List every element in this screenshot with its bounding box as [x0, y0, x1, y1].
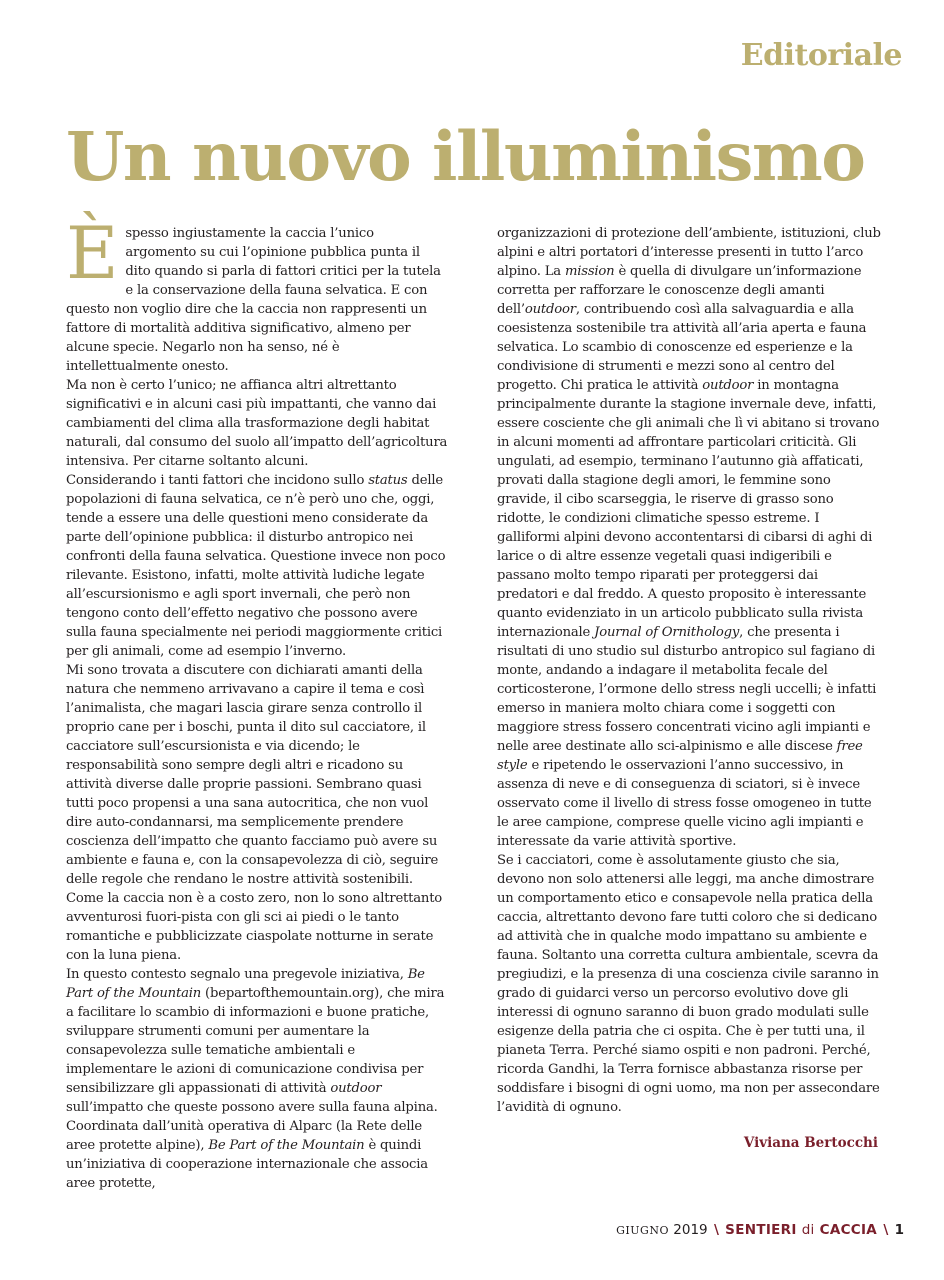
paragraph-text: , contribuendo così alla salvaguardia e alla coesistenza sostenibile tra attività all’aria aperta e fauna selvatica. Lo scambio di conoscenze ed esperienze e la condivisione di strumenti e mezzi sono al centro del progetto. Chi pratica le attività [497, 302, 867, 393]
paragraph-text: , che presenta i risultati di uno studio sul disturbo antropico sul fagiano di monte, andando a indagare il metabolita fecale del corticosterone, l’ormone dello stress negli uccelli; è infatti emerso in maniera molto chiara come i soggetti con maggiore stress fossero concentrati vicino agli impianti e nelle aree destinate allo sci-alpinismo e alle discese [497, 625, 877, 754]
italic-term: Journal of Ornithology [594, 625, 740, 640]
footer-separator: \ [713, 1222, 719, 1238]
italic-term: mission [564, 264, 615, 279]
article-paragraph [497, 851, 881, 1117]
article-paragraph [66, 376, 448, 471]
paragraph-text: (bepartofthemountain.org), che mira a facilitare lo scambio di informazioni e buone pratiche, sviluppare strumenti comuni per aumentare la consapevolezza sulle tematiche ambientali e implementare le azioni di comunicazione condivisa per sensibilizzare gli appassionati di attività [66, 986, 445, 1096]
magazine-name-part: SENTIERI [725, 1222, 797, 1238]
paragraph-text: Considerando i tanti fattori che incidono sullo [66, 473, 369, 488]
drop-cap: È [66, 211, 119, 295]
article-paragraph [497, 224, 881, 851]
paragraph-text: In questo contesto segnalo una pregevole iniziativa, [66, 967, 408, 982]
paragraph-text: è quella di divulgare un’informazione corretta per rafforzare le conoscenze degli amanti dell’ [497, 264, 862, 317]
footer-separator: \ [883, 1222, 889, 1238]
italic-term: Be Part of the Mountain [208, 1138, 365, 1153]
page-number: 1 [894, 1222, 904, 1238]
magazine-name [725, 1222, 877, 1238]
paragraph-text: Come la caccia non è a costo zero, non lo sono altrettanto avventurosi fuori-pista con gli sci ai piedi o le tanto romantiche e pubblicizzate ciaspolate notturne in serate con la luna piena. [66, 891, 443, 963]
issue-year: 2019 [673, 1222, 708, 1238]
paragraph-text: spesso ingiustamente la caccia l’unico argomento su cui l’opinione pubblica punta il dito quando si parla di fattori critici per la tutela e la conservazione della fauna selvatica. E con questo non voglio dire che la caccia non rappresenti un fattore di mortalità additiva significativo, almeno per alcune specie. Negarlo non ha senso, né è intellettualmente onesto. [66, 226, 441, 374]
article-paragraph [66, 889, 448, 965]
paragraph-text: e ripetendo le osservazioni l’anno successivo, in assenza di neve e di conseguenza di sciatori, si è invece osservato come il livello di stress fosse omogeneo in tutte le aree campione, comprese quelle vicino agli impianti e interessate da varie attività sportive. [497, 758, 872, 849]
article-paragraph [66, 965, 448, 1193]
paragraph-text: è quindi un’iniziativa di cooperazione internazionale che associa aree protette, [66, 1138, 428, 1191]
paragraph-text: in montagna principalmente durante la stagione invernale deve, infatti, essere cosciente che gli animali che lì vi abitano si trovano in alcuni momenti ad affrontare particolari criticità. Gli ungulati, ad esempio, terminano l’autunno già affaticati, provati dalla stagione degli amori, le femmine sono gravide, il cibo scarseggia, le riserve di grasso sono ridotte, le condizioni climatiche spesso estreme. I galliformi alpini devono accontentarsi di cibarsi di aghi di larice o di altre essenze vegetali quasi indigeribili e passano molto tempo riparati per proteggersi dai predatori e dal freddo. A questo proposito è interessante quanto evidenziato in un articolo pubblicato sulla rivista internazionale [497, 378, 880, 640]
article-paragraph [66, 471, 448, 661]
italic-term: status [368, 473, 408, 488]
article-paragraph [66, 211, 448, 376]
author-signature: Viviana Bertocchi [743, 1135, 878, 1151]
italic-term: outdoor [524, 302, 576, 317]
article-title: Un nuovo illuminismo [66, 117, 865, 196]
right-paragraphs [497, 224, 881, 1117]
paragraph-text: sull’impatto che queste possono avere sulla fauna alpina. Coordinata dall’unità operativa di Alparc (la Rete delle aree protette alpine), [66, 1100, 438, 1153]
left-paragraphs [66, 211, 448, 1193]
paragraph-text: Mi sono trovata a discutere con dichiarati amanti della natura che nemmeno arrivavano a capire il tema e così l’animalista, che magari lascia girare senza controllo il proprio cane per i boschi, punta il dito sul cacciatore, il cacciatore sull’escursionista e via dicendo; le responsabilità sono sempre degli altri e ricadono su attività diverse dalle proprie passioni. Sembrano quasi tutti poco propensi a una sana autocritica, che non vuol dire auto-condannarsi, ma semplicemente prendere coscienza dell’impatto che quanto facciamo può avere su ambiente e fauna e, con la consapevolezza di ciò, seguire delle regole che rendano le nostre attività sostenibili. [66, 663, 439, 887]
italic-term: free style [497, 739, 863, 773]
magazine-name-part: di [801, 1222, 815, 1238]
paragraph-text: Ma non è certo l’unico; ne affianca altri altrettanto significativi e in alcuni casi più impattanti, che vanno dai cambiamenti del clima alla trasformazione degli habitat naturali, dal consumo del suolo all’impatto dell’agricoltura intensiva. Per citarne soltanto alcuni. [66, 378, 448, 469]
article-paragraph [66, 661, 448, 889]
magazine-name-part: CACCIA [819, 1222, 878, 1238]
article-column-left [66, 211, 448, 1193]
page-footer [616, 1222, 904, 1238]
section-label: Editoriale [740, 38, 902, 73]
paragraph-text: organizzazioni di protezione dell’ambiente, istituzioni, club alpini e altri portatori d’interesse presenti in tutto l’arco alpino. La [497, 226, 881, 279]
issue-month: GIUGNO [616, 1224, 669, 1237]
italic-term: Be Part of the Mountain [66, 967, 425, 1001]
italic-term: outdoor [702, 378, 754, 393]
article-column-right [497, 224, 881, 1117]
paragraph-text: delle popolazioni di fauna selvatica, ce n’è però uno che, oggi, tende a essere una delle questioni meno considerate da parte dell’opinione pubblica: il disturbo antropico nei confronti della fauna selvatica. Questione invece non poco rilevante. Esistono, infatti, molte attività ludiche legate all’escursionismo e agli sport invernali, che però non tengono conto dell’effetto negativo che possono avere sulla fauna specialmente nei periodi maggiormente critici per gli animali, come ad esempio l’inverno. [66, 473, 446, 659]
italic-term: outdoor [330, 1081, 382, 1096]
paragraph-text: Se i cacciatori, come è assolutamente giusto che sia, devono non solo attenersi alle leggi, ma anche dimostrare un comportamento etico e consapevole nella pratica della caccia, altrettanto devono fare tutti coloro che si dedicano ad attività che in qualche modo impattano su ambiente e fauna. Soltanto una corretta cultura ambientale, scevra da pregiudizi, e la presenza di una coscienza civile saranno in grado di guidarci verso un percorso evolutivo dove gli interessi di ognuno saranno di buon grado modulati sulle esigenze della patria che ci ospita. Che è per tutti una, il pianeta Terra. Perché siamo ospiti e non padroni. Perché, ricorda Gandhi, la Terra fornisce abbastanza risorse per soddisfare i bisogni di ogni uomo, ma non per assecondare l’avidità di ognuno. [497, 853, 880, 1115]
